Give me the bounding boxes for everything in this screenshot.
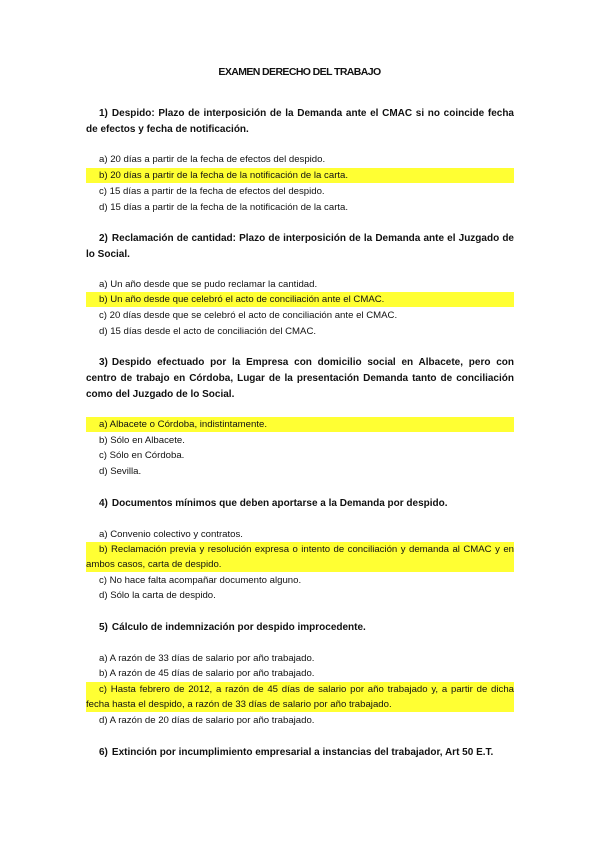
- question-number: 6): [99, 747, 108, 758]
- question-text: Despido efectuado por la Empresa con domicilio social en Albacete, pero con centro de trabajo en Córdoba, Lugar de la presentación Demanda tanto de conciliación como del Juzgado de lo Social.: [86, 357, 514, 400]
- question-number: 1): [99, 108, 108, 119]
- option-2b-highlighted: b) Un año desde que celebró el acto de conciliación ante el CMAC.: [86, 292, 514, 307]
- question-text: Documentos mínimos que deben aportarse a la Demanda por despido.: [111, 498, 448, 509]
- option-2d: d) 15 días desde el acto de conciliación del CMAC.: [99, 326, 317, 337]
- question-3: [86, 355, 514, 403]
- option-4d: d) Sólo la carta de despido.: [99, 590, 216, 601]
- option-1a: a) 20 días a partir de la fecha de efectos del despido.: [99, 154, 326, 165]
- question-number: 2): [99, 233, 108, 244]
- question-5: [86, 620, 514, 636]
- option-5b: b) A razón de 45 días de salario por año trabajado.: [99, 668, 315, 679]
- option-4b-highlighted: b) Reclamación previa y resolución expresa o intento de conciliación y demanda al CMAC y en ambos casos, carta de despido.: [86, 544, 514, 570]
- option-5d: d) A razón de 20 días de salario por año trabajado.: [99, 715, 315, 726]
- question-text: Reclamación de cantidad: Plazo de interposición de la Demanda ante el Juzgado de lo Social.: [86, 233, 514, 260]
- question-text: Extinción por incumplimiento empresarial a instancias del trabajador, Art 50 E.T.: [111, 747, 494, 758]
- option-5a: a) A razón de 33 días de salario por año trabajado.: [99, 653, 315, 664]
- question-2: [86, 231, 514, 263]
- option-4c: c) No hace falta acompañar documento alguno.: [99, 575, 302, 586]
- option-3a-highlighted: a) Albacete o Córdoba, indistintamente.: [86, 417, 514, 432]
- option-1d: d) 15 días a partir de la fecha de la notificación de la carta.: [99, 202, 349, 213]
- option-1b-highlighted: b) 20 días a partir de la fecha de la notificación de la carta.: [86, 168, 514, 183]
- question-number: 4): [99, 498, 108, 509]
- option-2a: a) Un año desde que se pudo reclamar la cantidad.: [99, 279, 318, 290]
- question-text: Despido: Plazo de interposición de la Demanda ante el CMAC si no coincide fecha de efectos y fecha de notificación.: [86, 108, 514, 135]
- question-number: 5): [99, 622, 108, 633]
- option-4a: a) Convenio colectivo y contratos.: [99, 529, 243, 540]
- option-3b: b) Sólo en Albacete.: [99, 435, 185, 446]
- option-5c-highlighted: c) Hasta febrero de 2012, a razón de 45 días de salario por año trabajado y, a partir de dicha fecha hasta el despido, a razón de 33 días de salario por año trabajado.: [86, 684, 514, 710]
- option-1c: c) 15 días a partir de la fecha de efectos del despido.: [99, 186, 325, 197]
- question-6: [86, 745, 514, 761]
- option-3d: d) Sevilla.: [99, 466, 142, 477]
- document-title: EXAMEN DERECHO DEL TRABAJO: [218, 66, 381, 78]
- question-4: [86, 496, 514, 512]
- option-3c: c) Sólo en Córdoba.: [99, 450, 185, 461]
- question-1: [86, 106, 514, 138]
- option-2c: c) 20 días desde que se celebró el acto de conciliación ante el CMAC.: [99, 310, 398, 321]
- question-text: Cálculo de indemnización por despido improcedente.: [111, 622, 366, 633]
- question-number: 3): [99, 357, 108, 368]
